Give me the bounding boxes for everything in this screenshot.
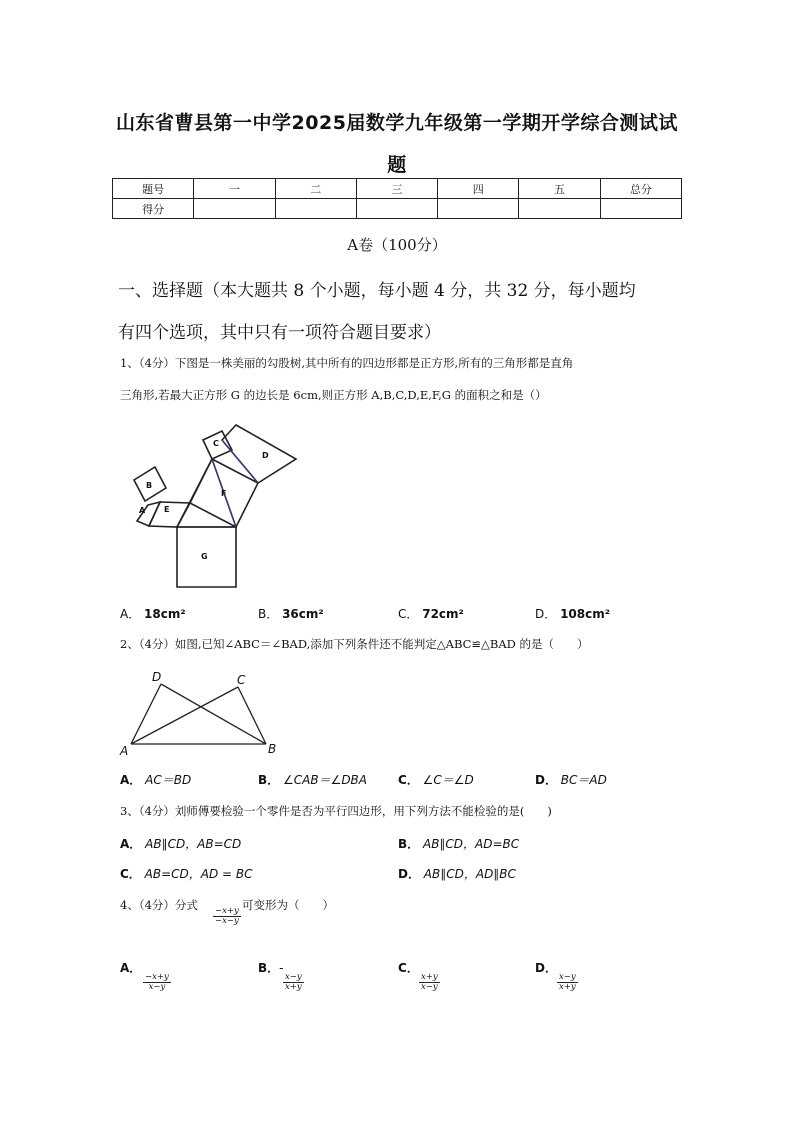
score-header-cell: 题号 xyxy=(113,179,194,199)
q1-stem-line2: 三角形,若最大正方形 G 的边长是 6cm,则正方形 A,B,C,D,E,F,G 的面积之和是（） xyxy=(120,388,547,402)
fraction-denominator: x−y xyxy=(148,982,166,992)
q4-option-b[interactable] xyxy=(258,959,284,976)
option-value: 36cm² xyxy=(282,607,324,621)
score-cell[interactable] xyxy=(600,199,681,219)
pythagoras-tree-figure xyxy=(125,422,305,592)
score-cell[interactable] xyxy=(275,199,356,219)
q3-option-d[interactable] xyxy=(398,865,516,882)
label-point-b: B xyxy=(268,742,277,756)
segment-db xyxy=(161,684,266,744)
option-value: AB∥CD，AD=BC xyxy=(422,837,520,851)
segment-ad xyxy=(131,684,161,744)
score-header-cell: 二 xyxy=(275,179,356,199)
fraction-denominator: x−y xyxy=(421,982,438,992)
score-cell[interactable] xyxy=(194,199,275,219)
option-letter: D． xyxy=(535,773,557,787)
option-letter: A． xyxy=(120,961,142,975)
option-value: ∠CAB＝∠DBA xyxy=(282,773,368,787)
label-point-c: C xyxy=(237,673,246,687)
score-cell[interactable] xyxy=(356,199,437,219)
q2-option-d[interactable] xyxy=(535,771,607,788)
q2-stem: 2、（4分）如图,已知∠ABC＝∠BAD,添加下列条件还不能判定△ABC≌△BAD 的是（ ） xyxy=(120,637,589,651)
q4-stem-prefix: 4、（4分）分式 xyxy=(120,898,198,912)
q2-option-b[interactable] xyxy=(258,771,367,788)
score-table-header-row xyxy=(113,179,682,199)
q2-option-c[interactable] xyxy=(398,771,474,788)
option-value: 72cm² xyxy=(422,607,464,621)
label-d: D xyxy=(262,451,269,460)
q4-stem-fraction xyxy=(213,906,241,926)
option-value: 108cm² xyxy=(560,607,610,621)
q4-option-c[interactable] xyxy=(398,959,419,976)
option-letter: B． xyxy=(398,837,420,851)
score-cell[interactable] xyxy=(438,199,519,219)
option-value: AB∥CD，AB=CD xyxy=(145,837,242,851)
label-point-a: A xyxy=(120,744,129,758)
score-header-cell: 总分 xyxy=(600,179,681,199)
score-header-cell: 一 xyxy=(194,179,275,199)
option-value: BC＝AD xyxy=(560,773,607,787)
q1-option-b[interactable] xyxy=(258,605,324,622)
q1-option-a[interactable] xyxy=(120,605,186,622)
section-1-heading-line1: 一、选择题（本大题共 8 个小题，每小题 4 分，共 32 分，每小题均 xyxy=(118,281,636,301)
option-letter: D． xyxy=(398,867,420,881)
q1-stem-line1: 1、（4分）下图是一株美丽的勾股树,其中所有的四边形都是正方形,所有的三角形都是直角 xyxy=(120,356,574,370)
option-sign: - xyxy=(279,961,284,975)
option-letter: C． xyxy=(398,961,419,975)
part-a-heading: A卷（100分） xyxy=(347,236,447,254)
label-e: E xyxy=(164,505,170,514)
q4-option-c-fraction[interactable] xyxy=(419,972,440,992)
option-value: ∠C＝∠D xyxy=(422,773,474,787)
fraction-numerator: x+y xyxy=(421,971,438,982)
label-g: G xyxy=(201,552,208,561)
label-b: B xyxy=(146,481,153,490)
option-letter: A． xyxy=(120,837,142,851)
option-value: AC＝BD xyxy=(145,773,192,787)
option-value: AB=CD，AD = BC xyxy=(144,867,253,881)
fraction-denominator: x+y xyxy=(559,982,576,992)
option-letter: B． xyxy=(258,607,279,621)
option-letter: D． xyxy=(535,607,557,621)
q4-option-a[interactable] xyxy=(120,959,141,976)
score-header-cell: 五 xyxy=(519,179,600,199)
option-letter: B． xyxy=(258,961,280,975)
score-header-cell: 三 xyxy=(356,179,437,199)
diagonal-d xyxy=(222,440,258,483)
document-title-line1: 山东省曹县第一中学2025届数学九年级第一学期开学综合测试试 xyxy=(116,112,678,134)
fraction-denominator: x+y xyxy=(285,982,302,992)
label-point-d: D xyxy=(152,670,162,684)
label-c: C xyxy=(213,439,219,448)
option-letter: C． xyxy=(398,607,419,621)
fraction-numerator: −x+y xyxy=(145,971,169,982)
score-table xyxy=(112,178,682,219)
q4-option-d[interactable] xyxy=(535,959,557,976)
option-letter: A． xyxy=(120,607,141,621)
q1-option-d[interactable] xyxy=(535,605,610,622)
q3-option-c[interactable] xyxy=(120,865,253,882)
option-value: 18cm² xyxy=(144,607,186,621)
score-cell[interactable] xyxy=(519,199,600,219)
fraction-numerator: −x+y xyxy=(215,905,239,916)
q1-option-c[interactable] xyxy=(398,605,464,622)
fraction-numerator: x−y xyxy=(559,971,576,982)
triangle-figure-q2 xyxy=(118,664,288,759)
q3-stem: 3、（4分）刘师傅要检验一个零件是否为平行四边形，用下列方法不能检验的是( ) xyxy=(120,804,552,818)
fraction-numerator: x−y xyxy=(285,971,302,982)
option-letter: B． xyxy=(258,773,280,787)
score-table-score-row xyxy=(113,199,682,219)
q4-stem-suffix: 可变形为（ ） xyxy=(242,898,334,912)
score-header-cell: 四 xyxy=(438,179,519,199)
section-1-heading-line2: 有四个选项，其中只有一项符合题目要求） xyxy=(118,323,441,343)
segment-ac xyxy=(131,687,238,744)
q4-option-d-fraction[interactable] xyxy=(557,972,578,992)
option-letter: C． xyxy=(120,867,141,881)
label-a: A xyxy=(139,506,146,515)
fraction-denominator: −x−y xyxy=(215,916,239,926)
q4-option-a-fraction[interactable] xyxy=(143,972,171,992)
option-value: AB∥CD，AD∥BC xyxy=(423,867,516,881)
q3-option-b[interactable] xyxy=(398,835,519,852)
option-letter: D． xyxy=(535,961,557,975)
q3-option-a[interactable] xyxy=(120,835,241,852)
option-letter: A． xyxy=(120,773,142,787)
q2-option-a[interactable] xyxy=(120,771,191,788)
option-letter: C． xyxy=(398,773,419,787)
q4-option-b-fraction[interactable] xyxy=(283,972,304,992)
document-title-line2: 题 xyxy=(387,154,407,176)
score-row-label: 得分 xyxy=(113,199,194,219)
label-f: F xyxy=(221,489,227,498)
